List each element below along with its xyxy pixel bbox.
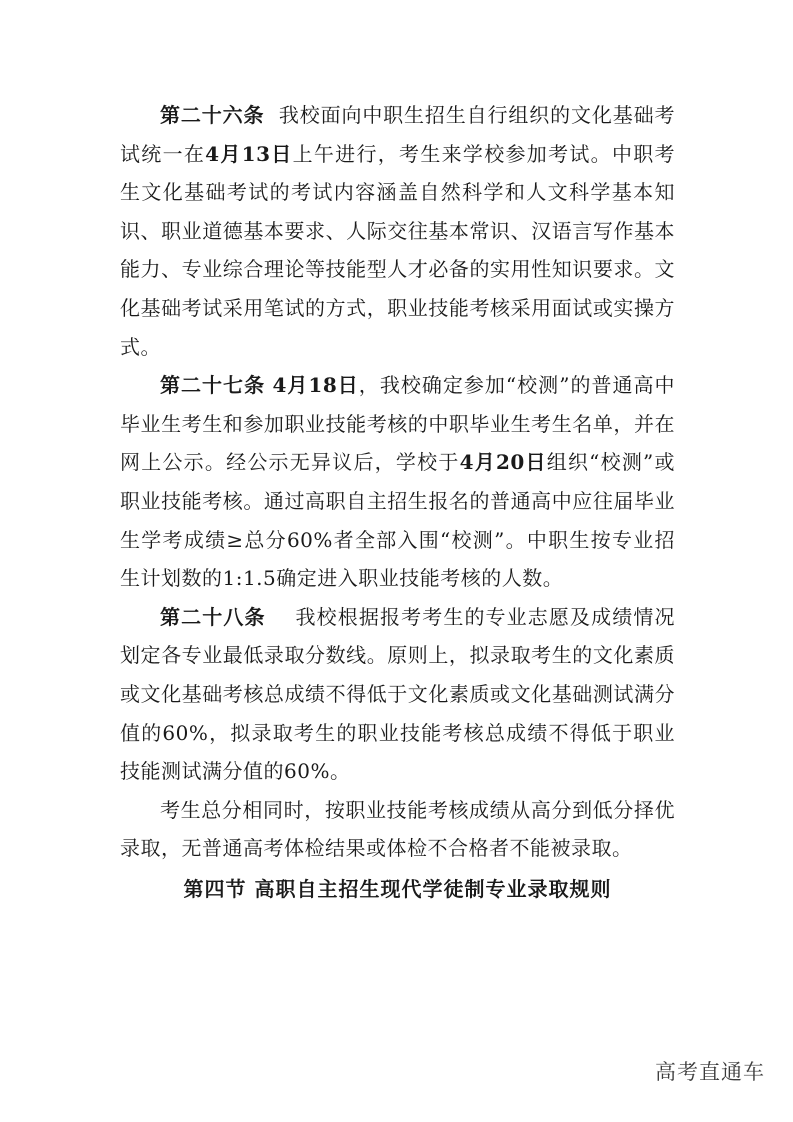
- article-28-text: 我校根据报考考生的专业志愿及成绩情况划定各专业最低录取分数线。原则上，拟录取考生的文化素质或文化基础考核总成绩不得低于文化素质或文化基础测试满分值的60%，拟录取考生的职业技能考核总成绩不得低于职业技能测试满分值的60%。: [120, 604, 676, 784]
- article-27-date-2: 4月20日: [459, 450, 547, 475]
- article-26-text-2: 上午进行，考生来学校参加考试。中职考生文化基础考试的考试内容涵盖自然科学和人文科学基本知识、职业道德基本要求、人际交往基本常识、汉语言写作基本能力、专业综合理论等技能型人才必备的实用性知识要求。文化基础考试采用笔试的方式，职业技能考核采用面试或实操方式。: [120, 141, 676, 359]
- article-27-text-1: ，我校确定参加“校测”的普通高中毕业生考生和参加职业技能考核的中职毕业生考生名单，并在网上公示。经公示无异议后，学校于: [120, 373, 676, 475]
- section-heading: 第四节 高职自主招生现代学徒制专业录取规则: [183, 876, 612, 901]
- article-26: [120, 96, 675, 366]
- article-28-number: 第二十八条: [160, 604, 266, 629]
- article-27-number: 第二十七条: [160, 373, 266, 398]
- article-27: [120, 366, 675, 598]
- article-27-date-1: 4月18日: [272, 373, 359, 398]
- article-26-text-1: 我校面向中职生招生自行组织的文化基础考试统一在: [120, 103, 676, 166]
- article-26-date: 4月13日: [205, 141, 293, 166]
- document-body: [120, 96, 675, 908]
- article-26-number: 第二十六条: [160, 103, 265, 127]
- article-28: [120, 598, 675, 791]
- article-27-text-2: 组织“校测”或职业技能考核。通过高职自主招生报名的普通高中应往届毕业生学考成绩≥总分60%者全部入围“校测”。中职生按专业招生计划数的1:1.5确定进入职业技能考核的人数。: [120, 450, 676, 591]
- watermark-text: 高考直通车: [655, 1060, 765, 1084]
- paragraph-tie-rule: 考生总分相同时，按职业技能考核成绩从高分到低分择优录取，无普通高考体检结果或体检不合格者不能被录取。: [120, 797, 675, 861]
